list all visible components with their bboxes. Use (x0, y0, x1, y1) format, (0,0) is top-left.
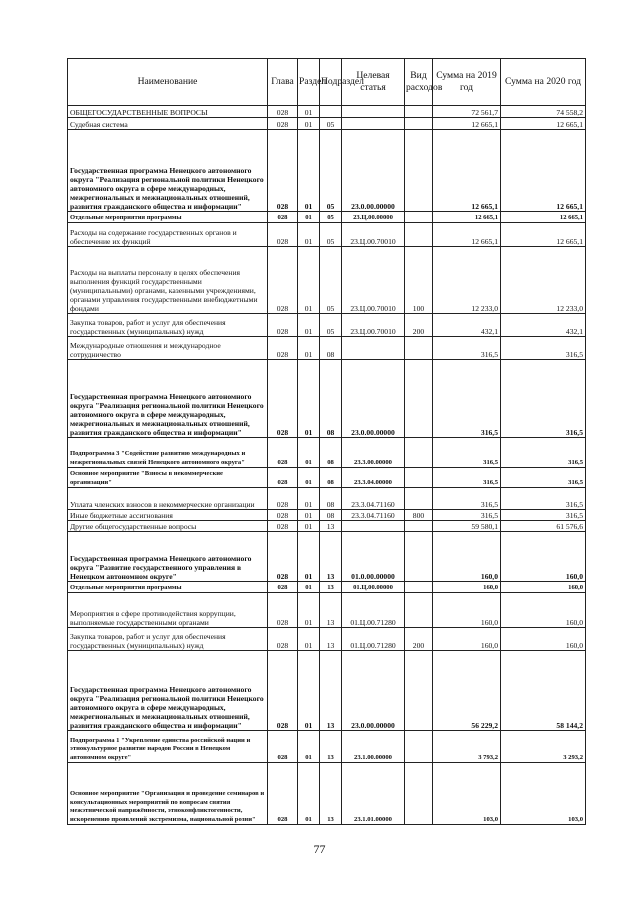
row-sum2020: 12 233,0 (501, 247, 586, 314)
row-target (342, 521, 405, 532)
table-row (68, 521, 586, 532)
row-sum2020: 12 665,1 (501, 212, 586, 223)
row-glava: 028 (268, 360, 298, 438)
row-target: 01.0.00.00000 (342, 532, 405, 582)
row-target (342, 118, 405, 130)
row-glava: 028 (268, 532, 298, 582)
header-glava: Глава (268, 59, 298, 106)
row-razdel: 01 (298, 337, 320, 360)
row-sum2019: 12 233,0 (433, 247, 501, 314)
row-sum2020: 316,5 (501, 438, 586, 468)
row-target: 23.Ц.00.00000 (342, 212, 405, 223)
row-razdel: 01 (298, 314, 320, 337)
row-name: Государственная программа Ненецкого автономного округа "Реализация региональной политики Ненецкого автономного округа в сфере международных, межрегиональных и межнациональных отношений, развития гражданского общества и информации" (68, 360, 268, 438)
row-podrazdel: 08 (320, 438, 342, 468)
row-sum2020: 12 665,1 (501, 130, 586, 212)
row-sum2019: 160,0 (433, 628, 501, 651)
row-name: Уплата членских взносов в некоммерческие организации (68, 488, 268, 510)
row-name: Международные отношения и международное сотрудничество (68, 337, 268, 360)
row-glava: 028 (268, 731, 298, 763)
row-name: ОБЩЕГОСУДАРСТВЕННЫЕ ВОПРОСЫ (68, 106, 268, 118)
row-sum2019: 12 665,1 (433, 212, 501, 223)
row-vid (405, 468, 433, 488)
row-sum2020: 316,5 (501, 468, 586, 488)
row-name: Другие общегосударственные вопросы (68, 521, 268, 532)
row-sum2020: 74 558,2 (501, 106, 586, 118)
row-glava: 028 (268, 521, 298, 532)
row-name: Государственная программа Ненецкого автономного округа "Развитие государственного управления в Ненецком автономном округе" (68, 532, 268, 582)
row-sum2019: 316,5 (433, 438, 501, 468)
table-row (68, 510, 586, 521)
header-name: Наименование (68, 59, 268, 106)
row-target: 23.3.00.00000 (342, 438, 405, 468)
row-sum2019: 316,5 (433, 468, 501, 488)
row-target: 23.0.00.00000 (342, 360, 405, 438)
row-sum2020: 160,0 (501, 582, 586, 593)
row-target (342, 106, 405, 118)
row-glava: 028 (268, 118, 298, 130)
row-name: Подпрограмма 3 "Содействие развитию международных и межрегиональных связей Ненецкого автономного округа" (68, 438, 268, 468)
row-vid: 200 (405, 628, 433, 651)
table-row (68, 651, 586, 731)
row-name: Отдельные мероприятия программы (68, 582, 268, 593)
row-podrazdel: 08 (320, 360, 342, 438)
row-razdel: 01 (298, 438, 320, 468)
row-razdel: 01 (298, 628, 320, 651)
row-sum2020: 103,0 (501, 763, 586, 825)
row-razdel: 01 (298, 360, 320, 438)
row-vid (405, 521, 433, 532)
budget-table (67, 58, 586, 825)
row-podrazdel: 13 (320, 763, 342, 825)
row-podrazdel: 05 (320, 212, 342, 223)
row-sum2019: 316,5 (433, 488, 501, 510)
row-razdel: 01 (298, 130, 320, 212)
row-podrazdel: 13 (320, 532, 342, 582)
table-row (68, 247, 586, 314)
table-row (68, 438, 586, 468)
row-podrazdel: 05 (320, 314, 342, 337)
header-row (68, 59, 586, 106)
row-vid (405, 593, 433, 628)
table-row (68, 628, 586, 651)
row-target: 01.Ц.00.71280 (342, 628, 405, 651)
row-target: 01.Ц.00.71280 (342, 593, 405, 628)
row-sum2019: 160,0 (433, 593, 501, 628)
row-vid (405, 223, 433, 247)
row-glava: 028 (268, 651, 298, 731)
header-razdel: Раздел (298, 59, 320, 106)
row-vid (405, 731, 433, 763)
table-row (68, 118, 586, 130)
row-glava: 028 (268, 106, 298, 118)
table-row (68, 223, 586, 247)
table-row (68, 106, 586, 118)
row-target: 23.3.04.71160 (342, 488, 405, 510)
row-sum2020: 12 665,1 (501, 223, 586, 247)
row-vid (405, 106, 433, 118)
row-podrazdel: 05 (320, 223, 342, 247)
row-podrazdel: 13 (320, 628, 342, 651)
row-target: 23.Ц.00.70010 (342, 223, 405, 247)
row-razdel: 01 (298, 731, 320, 763)
row-sum2019: 103,0 (433, 763, 501, 825)
row-vid (405, 360, 433, 438)
row-name: Основное мероприятие "Организация и проведение семинаров и консультационных мероприятий по вопросам снятия межэтнической напряжённости, этноконфликтогенности, искоренению проявлений экстремизма, национальной розни" (68, 763, 268, 825)
row-sum2019: 160,0 (433, 532, 501, 582)
table-row (68, 763, 586, 825)
row-sum2020: 316,5 (501, 337, 586, 360)
row-razdel: 01 (298, 488, 320, 510)
table-row (68, 582, 586, 593)
row-target: 01.Ц.00.00000 (342, 582, 405, 593)
table-row (68, 731, 586, 763)
header-target: Целевая статья (342, 59, 405, 106)
row-sum2019: 59 580,1 (433, 521, 501, 532)
row-podrazdel: 13 (320, 521, 342, 532)
table-row (68, 212, 586, 223)
row-sum2019: 12 665,1 (433, 130, 501, 212)
row-podrazdel: 13 (320, 593, 342, 628)
row-glava: 028 (268, 582, 298, 593)
row-vid (405, 438, 433, 468)
row-sum2020: 160,0 (501, 628, 586, 651)
row-sum2020: 316,5 (501, 510, 586, 521)
row-name: Основное мероприятие "Взносы в некоммерческие организации" (68, 468, 268, 488)
row-name: Закупка товаров, работ и услуг для обеспечения государственных (муниципальных) нужд (68, 314, 268, 337)
row-glava: 028 (268, 337, 298, 360)
row-glava: 028 (268, 314, 298, 337)
row-name: Отдельные мероприятия программы (68, 212, 268, 223)
row-razdel: 01 (298, 118, 320, 130)
row-sum2020: 316,5 (501, 360, 586, 438)
row-podrazdel: 08 (320, 510, 342, 521)
row-target: 23.3.04.00000 (342, 468, 405, 488)
row-sum2020: 3 293,2 (501, 731, 586, 763)
row-podrazdel: 05 (320, 118, 342, 130)
row-target: 23.0.00.00000 (342, 651, 405, 731)
row-name: Государственная программа Ненецкого автономного округа "Реализация региональной политики Ненецкого автономного округа в сфере международных, межрегиональных и межнациональных отношений, развития гражданского общества и информации" (68, 651, 268, 731)
row-razdel: 01 (298, 223, 320, 247)
header-sum2019: Сумма на 2019 год (433, 59, 501, 106)
row-razdel: 01 (298, 106, 320, 118)
row-vid (405, 118, 433, 130)
row-razdel: 01 (298, 247, 320, 314)
row-glava: 028 (268, 438, 298, 468)
row-podrazdel: 13 (320, 651, 342, 731)
row-glava: 028 (268, 763, 298, 825)
row-vid: 200 (405, 314, 433, 337)
row-sum2019: 316,5 (433, 337, 501, 360)
row-target (342, 337, 405, 360)
row-name: Судебная система (68, 118, 268, 130)
table-row (68, 532, 586, 582)
row-sum2019: 160,0 (433, 582, 501, 593)
row-name: Подпрограмма 1 "Укрепление единства российской нации и этнокультурное развитие народов России в Ненецком автономном округе" (68, 731, 268, 763)
table-row (68, 360, 586, 438)
row-sum2020: 61 576,6 (501, 521, 586, 532)
header-sum2020: Сумма на 2020 год (501, 59, 586, 106)
row-glava: 028 (268, 130, 298, 212)
row-vid (405, 763, 433, 825)
row-vid (405, 212, 433, 223)
page-number: 77 (313, 842, 326, 856)
row-razdel: 01 (298, 582, 320, 593)
row-podrazdel: 13 (320, 731, 342, 763)
row-glava: 028 (268, 247, 298, 314)
row-vid: 800 (405, 510, 433, 521)
row-vid (405, 532, 433, 582)
row-sum2020: 12 665,1 (501, 118, 586, 130)
row-podrazdel: 08 (320, 337, 342, 360)
row-glava: 028 (268, 468, 298, 488)
row-razdel: 01 (298, 532, 320, 582)
row-sum2019: 12 665,1 (433, 118, 501, 130)
table-row (68, 130, 586, 212)
row-target: 23.1.01.00000 (342, 763, 405, 825)
table-row (68, 314, 586, 337)
row-vid (405, 582, 433, 593)
header-vid: Вид расходов (405, 59, 433, 106)
row-razdel: 01 (298, 468, 320, 488)
row-sum2020: 160,0 (501, 532, 586, 582)
row-sum2019: 3 793,2 (433, 731, 501, 763)
row-razdel: 01 (298, 521, 320, 532)
row-razdel: 01 (298, 510, 320, 521)
row-name: Расходы на выплаты персоналу в целях обеспечения выполнения функций государственными (муниципальными) органами, казенными учреждениями, органами управления государственными внебюджетными фондами (68, 247, 268, 314)
row-name: Мероприятия в сфере противодействия коррупции, выполняемые государственными органами (68, 593, 268, 628)
row-sum2020: 432,1 (501, 314, 586, 337)
row-glava: 028 (268, 628, 298, 651)
table-row (68, 488, 586, 510)
row-podrazdel: 08 (320, 488, 342, 510)
row-razdel: 01 (298, 651, 320, 731)
header-podrazdel: Подраздел (320, 59, 342, 106)
row-vid (405, 488, 433, 510)
row-target: 23.Ц.00.70010 (342, 247, 405, 314)
row-sum2020: 160,0 (501, 593, 586, 628)
row-name: Расходы на содержание государственных органов и обеспечение их функций (68, 223, 268, 247)
row-razdel: 01 (298, 593, 320, 628)
row-sum2019: 316,5 (433, 510, 501, 521)
row-podrazdel: 08 (320, 468, 342, 488)
row-name: Государственная программа Ненецкого автономного округа "Реализация региональной политики Ненецкого автономного округа в сфере международных, межрегиональных и межнациональных отношений, развития гражданского общества и информации" (68, 130, 268, 212)
row-razdel: 01 (298, 212, 320, 223)
table-row (68, 593, 586, 628)
row-sum2019: 316,5 (433, 360, 501, 438)
row-vid (405, 130, 433, 212)
row-podrazdel: 05 (320, 247, 342, 314)
row-podrazdel: 05 (320, 130, 342, 212)
table-row (68, 337, 586, 360)
row-target: 23.0.00.00000 (342, 130, 405, 212)
row-glava: 028 (268, 223, 298, 247)
row-target: 23.1.00.00000 (342, 731, 405, 763)
row-sum2019: 56 229,2 (433, 651, 501, 731)
row-vid: 100 (405, 247, 433, 314)
row-glava: 028 (268, 593, 298, 628)
row-vid (405, 337, 433, 360)
row-glava: 028 (268, 510, 298, 521)
row-target: 23.Ц.00.70010 (342, 314, 405, 337)
row-target: 23.3.04.71160 (342, 510, 405, 521)
row-podrazdel: 13 (320, 582, 342, 593)
row-razdel: 01 (298, 763, 320, 825)
row-podrazdel (320, 106, 342, 118)
row-name: Закупка товаров, работ и услуг для обеспечения государственных (муниципальных) нужд (68, 628, 268, 651)
row-sum2020: 58 144,2 (501, 651, 586, 731)
row-sum2020: 316,5 (501, 488, 586, 510)
row-sum2019: 12 665,1 (433, 223, 501, 247)
row-glava: 028 (268, 488, 298, 510)
row-vid (405, 651, 433, 731)
row-glava: 028 (268, 212, 298, 223)
row-name: Иные бюджетные ассигнования (68, 510, 268, 521)
table-row (68, 468, 586, 488)
row-sum2019: 72 561,7 (433, 106, 501, 118)
row-sum2019: 432,1 (433, 314, 501, 337)
